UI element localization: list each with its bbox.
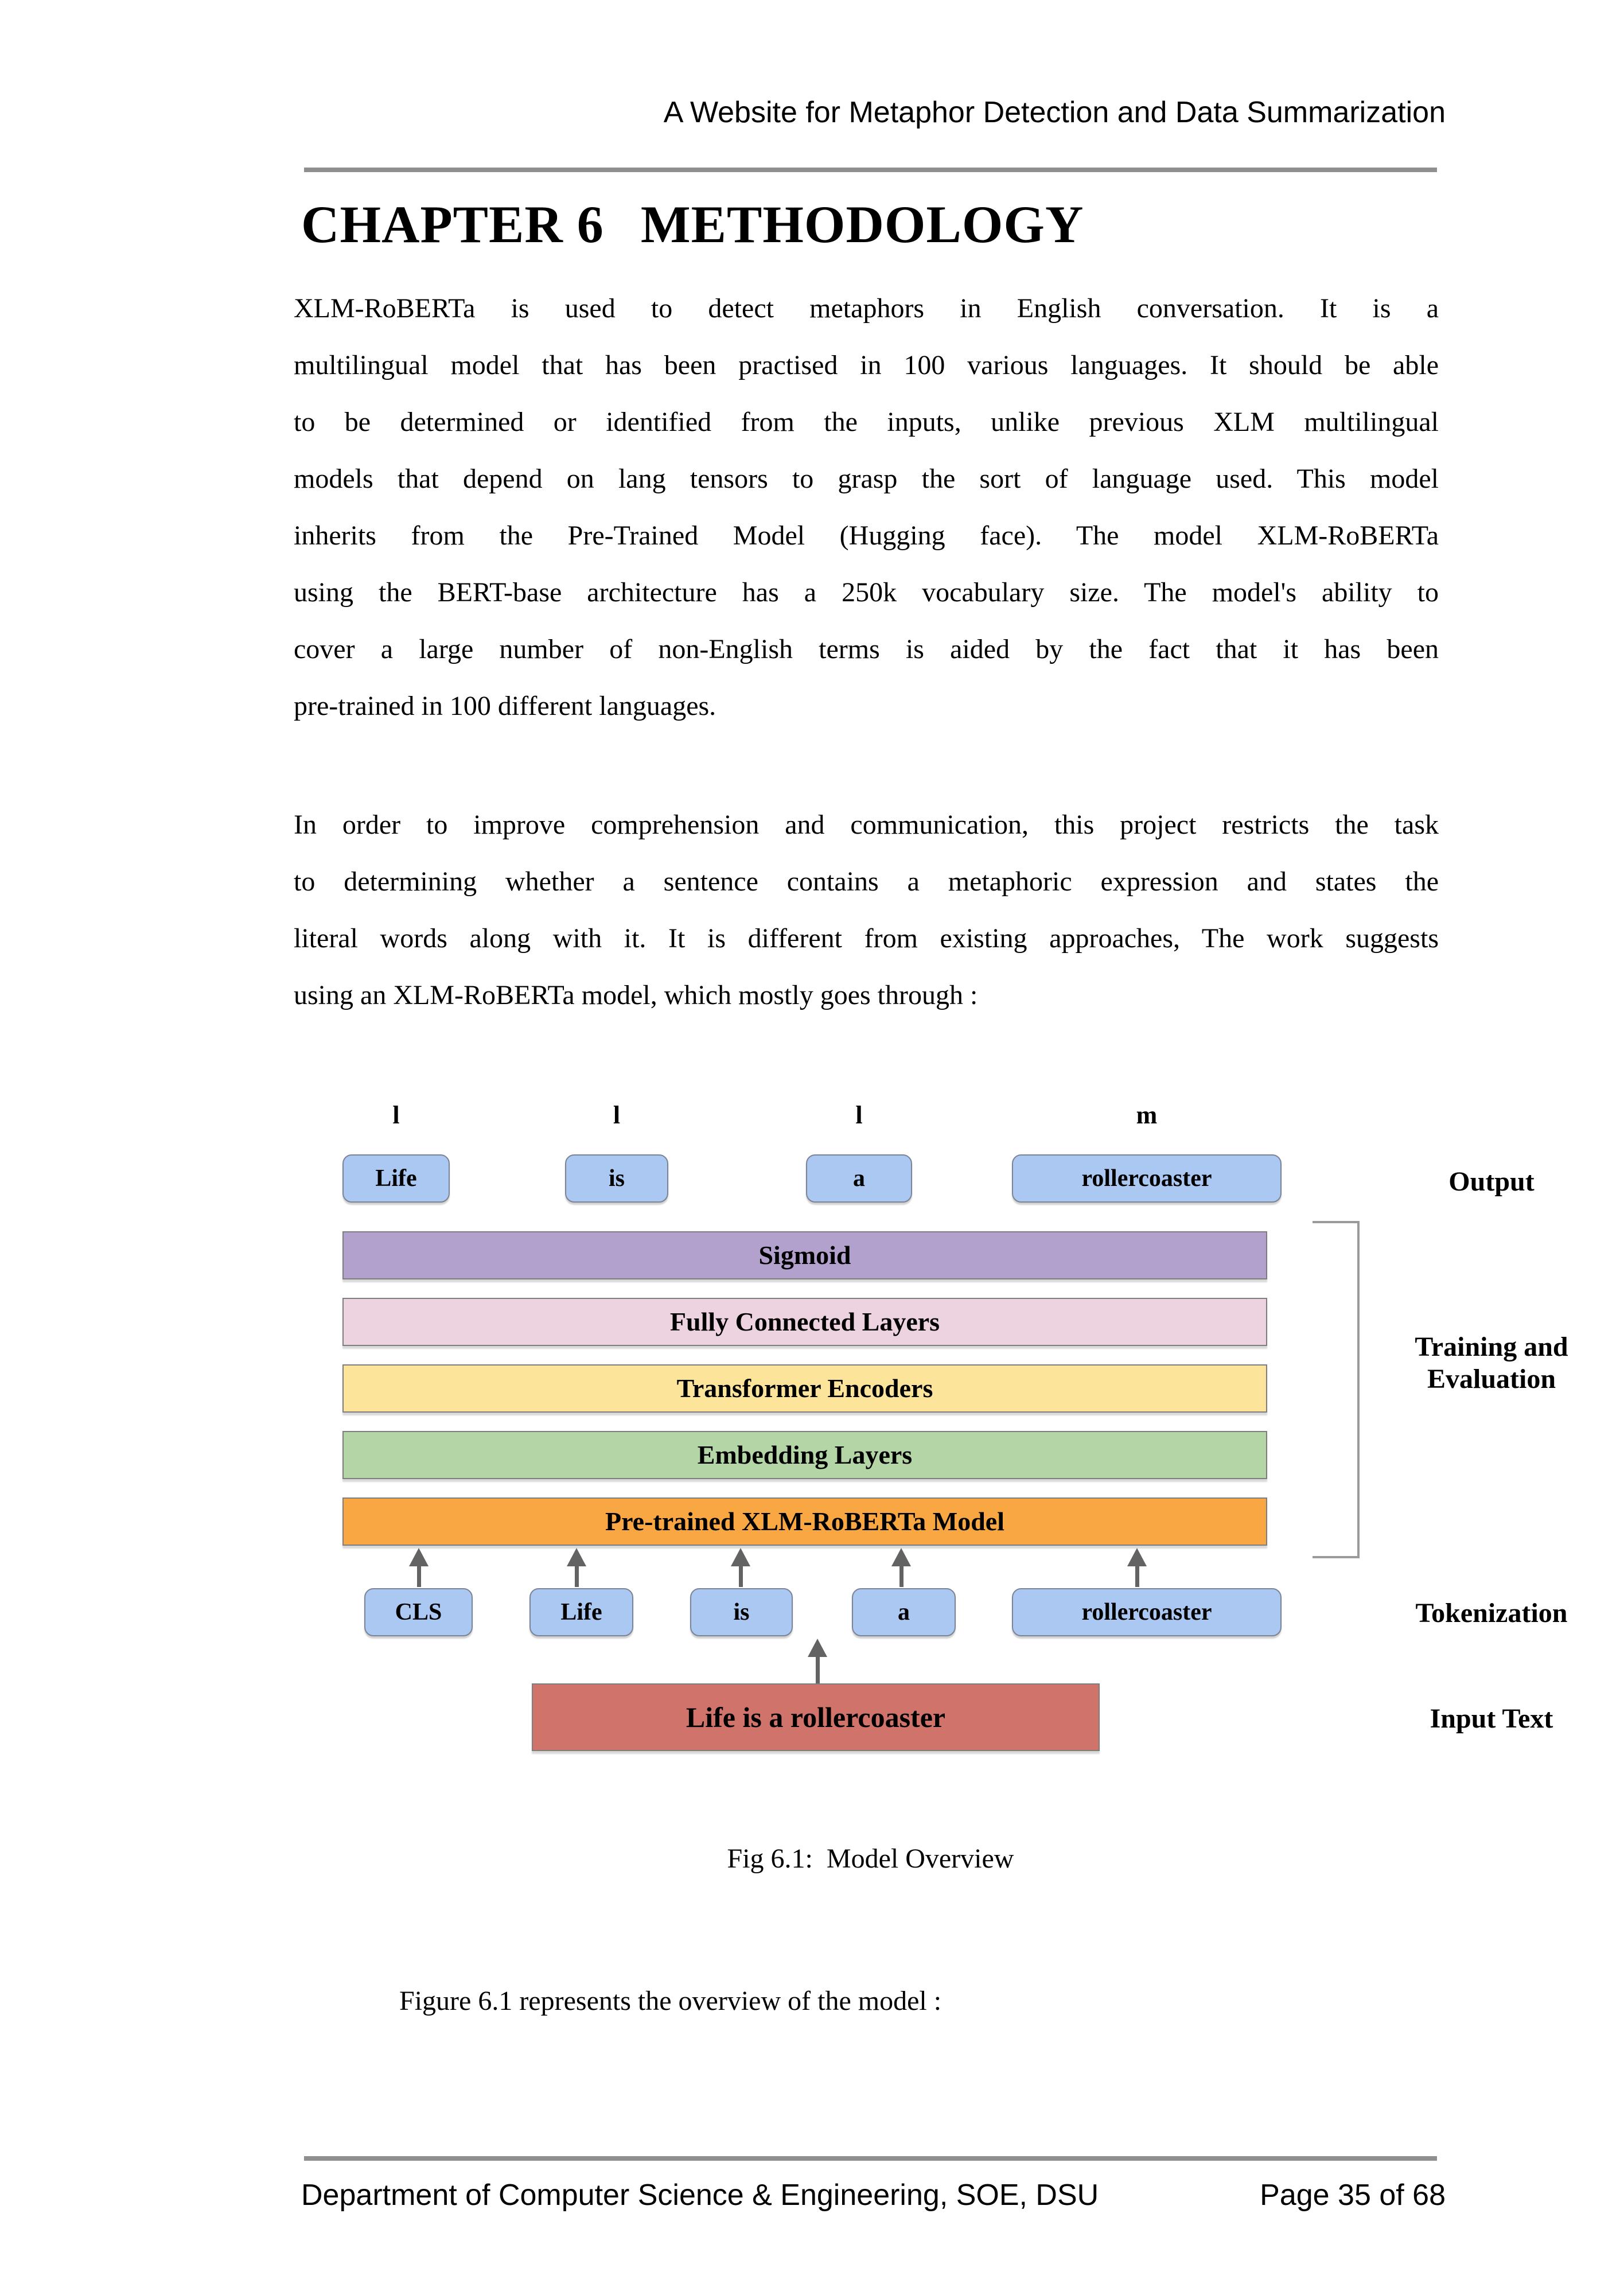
output-token-box: rollercoaster <box>1012 1154 1282 1203</box>
chapter-heading <box>301 194 1084 255</box>
text-line: to determining whether a sentence contains a metaphoric expression and states the <box>294 866 1439 897</box>
text-line: XLM-RoBERTa is used to detect metaphors in English conversation. It is a <box>294 293 1439 324</box>
text-line: pre-trained in 100 different languages. <box>294 691 716 721</box>
text-line: cover a large number of non-English terms is aided by the fact that it has been <box>294 634 1439 664</box>
text-line: inherits from the Pre-Trained Model (Hugging face). The model XLM-RoBERTa <box>294 520 1439 551</box>
text-line: literal words along with it. It is different from existing approaches, The work suggests <box>294 923 1439 954</box>
text-line: using an XLM-RoBERTa model, which mostly goes through : <box>294 980 978 1010</box>
output-token-box: a <box>806 1154 912 1203</box>
token-box: Life <box>529 1588 633 1636</box>
tokenization-label: Tokenization <box>1415 1598 1568 1628</box>
token-box: rollercoaster <box>1012 1588 1282 1636</box>
output-token-box: Life <box>342 1154 450 1203</box>
input-text-label: Input Text <box>1430 1703 1553 1734</box>
token-box: CLS <box>364 1588 473 1636</box>
layer-bar-pretrained-model: Pre-trained XLM-RoBERTa Model <box>342 1497 1267 1546</box>
layer-bar-transformer-encoders: Transformer Encoders <box>342 1364 1267 1413</box>
footer-page-number: Page 35 of 68 <box>1260 2179 1446 2212</box>
chapter-number: CHAPTER 6 <box>301 195 604 254</box>
up-arrow-icon <box>566 1548 587 1587</box>
body-paragraph-1 <box>294 280 1439 734</box>
bracket-tick-bottom <box>1313 1556 1358 1558</box>
output-tag: l <box>855 1101 863 1129</box>
output-token-box: is <box>565 1154 668 1203</box>
training-evaluation-label <box>1388 1331 1595 1395</box>
running-header: A Website for Metaphor Detection and Data Summarization <box>663 96 1446 129</box>
up-arrow-icon <box>730 1548 751 1587</box>
bracket-line <box>1357 1221 1360 1558</box>
output-tag: m <box>1136 1101 1158 1129</box>
up-arrow-icon <box>1127 1548 1147 1587</box>
chapter-title: METHODOLOGY <box>640 195 1084 254</box>
footer-rule <box>304 2156 1437 2161</box>
output-tag: l <box>613 1101 621 1129</box>
figure-caption: Fig 6.1: Model Overview <box>727 1843 1014 1874</box>
layer-bar-embedding: Embedding Layers <box>342 1431 1267 1479</box>
training-label-line2: Evaluation <box>1427 1364 1556 1394</box>
figure-note: Figure 6.1 represents the overview of the model : <box>399 1986 942 2016</box>
up-arrow-icon <box>408 1548 429 1587</box>
text-line: models that depend on lang tensors to grasp the sort of language used. This model <box>294 464 1439 494</box>
training-label-line1: Training and <box>1415 1332 1568 1362</box>
text-line: multilingual model that has been practised in 100 various languages. It should be able <box>294 350 1439 380</box>
layer-bar-sigmoid: Sigmoid <box>342 1231 1267 1279</box>
body-paragraph-2 <box>294 796 1439 1024</box>
text-line: In order to improve comprehension and communication, this project restricts the task <box>294 810 1439 840</box>
bracket-tick-top <box>1313 1221 1358 1223</box>
up-arrow-icon <box>891 1548 912 1587</box>
footer-department: Department of Computer Science & Engineering, SOE, DSU <box>301 2179 1099 2212</box>
output-label: Output <box>1448 1166 1535 1197</box>
input-text-box: Life is a rollercoaster <box>532 1683 1100 1751</box>
token-box: is <box>690 1588 793 1636</box>
output-tag: l <box>392 1101 400 1129</box>
token-box: a <box>852 1588 956 1636</box>
layer-bar-fully-connected: Fully Connected Layers <box>342 1298 1267 1346</box>
header-rule <box>304 168 1437 172</box>
text-line: using the BERT-base architecture has a 250k vocabulary size. The model's ability to <box>294 577 1439 608</box>
text-line: to be determined or identified from the inputs, unlike previous XLM multilingual <box>294 407 1439 437</box>
up-arrow-icon <box>807 1639 828 1683</box>
